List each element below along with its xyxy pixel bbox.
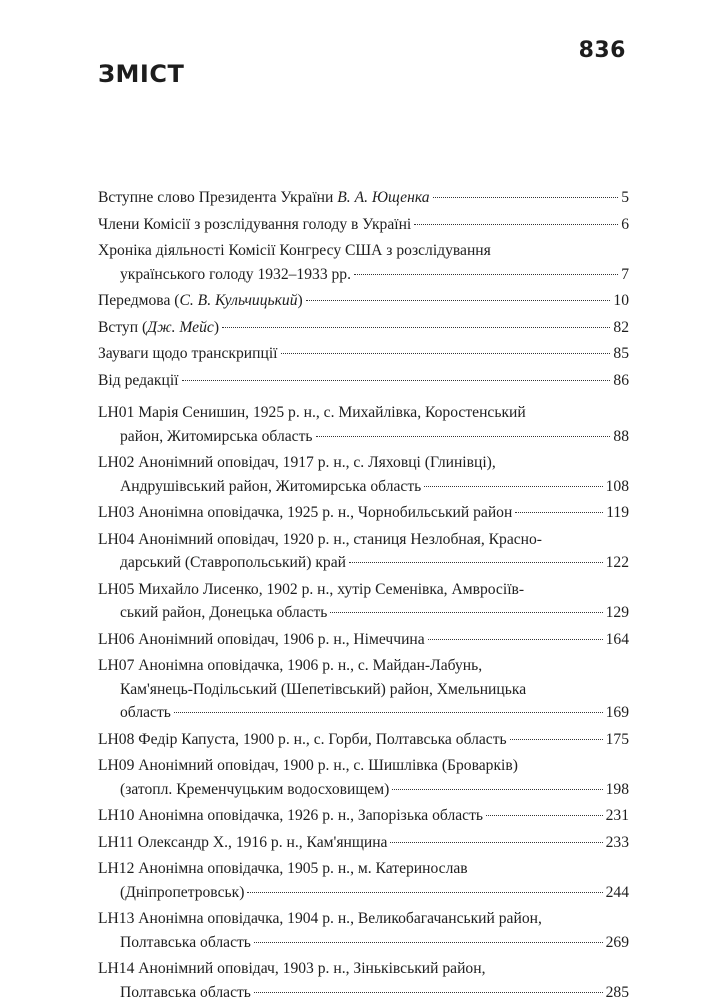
toc-entry-page-number: 7 bbox=[621, 265, 629, 283]
toc-entry bbox=[98, 316, 629, 340]
toc-entry-line: LH14 Анонімний оповідач, 1903 р. н., Зіньківський район, bbox=[98, 960, 486, 977]
toc-entry-final-line bbox=[98, 628, 629, 652]
toc-entry bbox=[98, 957, 629, 1004]
toc-entry-text bbox=[98, 342, 278, 366]
toc-entry-author: Дж. Мейс bbox=[147, 318, 214, 336]
toc-entry bbox=[98, 754, 629, 801]
toc-entry-final-line bbox=[98, 778, 629, 802]
toc-entry-page-number: 269 bbox=[605, 933, 629, 951]
toc-entry-final-line bbox=[98, 475, 629, 499]
toc-entry-final-line bbox=[98, 263, 629, 287]
toc-entry-text bbox=[120, 701, 171, 725]
page-title: ЗМІСТ bbox=[98, 60, 185, 88]
toc-entry-title: LH08 Федір Капуста, 1900 р. н., с. Горби, Полтавська область bbox=[98, 730, 507, 748]
toc-entry-text bbox=[98, 369, 179, 393]
toc-entry-title-end: ) bbox=[213, 318, 220, 336]
dot-leader bbox=[254, 992, 603, 993]
toc-entry-title: Полтавська область bbox=[120, 933, 251, 951]
toc-entry-text bbox=[120, 475, 421, 499]
toc-entry-line: Хроніка діяльності Комісії Конгресу США з розслідування bbox=[98, 242, 491, 259]
toc-entry-final-line bbox=[98, 728, 629, 752]
toc-entry-page-number: 198 bbox=[605, 780, 629, 798]
toc-entry bbox=[98, 528, 629, 575]
toc-entry-title: Зауваги щодо транскрипції bbox=[98, 345, 278, 362]
toc-entry-title: LH10 Анонімна оповідачка, 1926 р. н., Запорізька область bbox=[98, 807, 484, 824]
toc-entry bbox=[98, 654, 629, 725]
toc-entry-title: LH11 Олександр Х., 1916 р. н., Кам'янщина bbox=[98, 833, 388, 851]
toc-entry-final-line bbox=[98, 186, 629, 210]
dot-leader bbox=[424, 486, 602, 487]
toc-testimonies bbox=[98, 401, 629, 1007]
toc-entry-title: район, Житомирська область bbox=[120, 427, 313, 445]
toc-entry-text bbox=[98, 316, 219, 340]
dot-leader bbox=[174, 712, 603, 713]
dot-leader bbox=[316, 436, 611, 437]
toc-entry-title: Вступне слово Президента України bbox=[98, 189, 338, 206]
toc-entry-final-line bbox=[98, 601, 629, 625]
toc-entry-title: Андрушівський район, Житомирська область bbox=[120, 477, 422, 495]
toc-entry-page-number: 129 bbox=[605, 604, 629, 621]
toc-entry bbox=[98, 213, 629, 237]
toc-entry bbox=[98, 186, 629, 210]
toc-entry-line: LH05 Михайло Лисенко, 1902 р. н., хутір Семенівка, Амвросіїв- bbox=[98, 580, 525, 598]
toc-entry-text bbox=[98, 213, 411, 237]
dot-leader bbox=[254, 942, 603, 943]
toc-entry-final-line bbox=[98, 551, 629, 575]
toc-entry-final-line bbox=[98, 931, 629, 955]
dot-leader bbox=[390, 842, 602, 843]
toc-entry-line: LH07 Анонімна оповідачка, 1906 р. н., с. Майдан-Лабунь, bbox=[98, 657, 483, 674]
toc-entry-final-line bbox=[98, 701, 629, 725]
toc-entry-final-line bbox=[98, 213, 629, 237]
toc-entry-title: (затопл. Кременчуцьким водосховищем) bbox=[120, 780, 390, 798]
toc-entry-final-line bbox=[98, 289, 629, 313]
toc-entry-final-line bbox=[98, 425, 629, 449]
toc-entry-line: LH01 Марія Сенишин, 1925 р. н., с. Михайлівка, Коростенський bbox=[98, 404, 526, 421]
toc-entry-page-number: 244 bbox=[605, 883, 629, 901]
dot-leader bbox=[510, 739, 603, 740]
toc-entry-title: Полтавська область bbox=[120, 983, 251, 1001]
dot-leader bbox=[515, 512, 603, 513]
toc-front-matter bbox=[98, 186, 629, 395]
toc-entry-title-end: ) bbox=[297, 292, 303, 309]
toc-entry-page-number: 164 bbox=[605, 630, 629, 648]
toc-entry-text bbox=[120, 981, 251, 1005]
toc-entry-text bbox=[98, 289, 303, 313]
toc-entry-page-number: 122 bbox=[605, 554, 629, 571]
toc-entry bbox=[98, 369, 629, 393]
toc-entry-text bbox=[120, 551, 346, 575]
toc-entry bbox=[98, 728, 629, 752]
toc-entry-text bbox=[98, 186, 430, 210]
toc-entry-page-number: 82 bbox=[613, 318, 629, 336]
dot-leader bbox=[306, 300, 611, 301]
dot-leader bbox=[247, 892, 602, 893]
toc-entry bbox=[98, 804, 629, 828]
toc-entry-text bbox=[120, 425, 313, 449]
toc-entry-final-line bbox=[98, 342, 629, 366]
toc-entry-final-line bbox=[98, 831, 629, 855]
toc-entry-text bbox=[98, 728, 507, 752]
dot-leader bbox=[330, 612, 602, 613]
toc-entry-line: LH13 Анонімна оповідачка, 1904 р. н., Великобагачанський район, bbox=[98, 910, 542, 927]
toc-entry-page-number: 233 bbox=[605, 833, 629, 851]
toc-entry bbox=[98, 289, 629, 313]
toc-entry-text bbox=[120, 931, 251, 955]
dot-leader bbox=[222, 327, 610, 328]
toc-entry-page-number: 6 bbox=[621, 215, 629, 233]
toc-entry bbox=[98, 451, 629, 498]
toc-entry-text bbox=[98, 804, 483, 828]
dot-leader bbox=[182, 380, 611, 381]
toc-entry-title: Вступ ( bbox=[98, 318, 148, 336]
toc-entry bbox=[98, 907, 629, 954]
toc-entry-page-number: 108 bbox=[605, 477, 629, 495]
toc-entry-title: Члени Комісії з розслідування голоду в Україні bbox=[98, 215, 412, 233]
toc-entry-final-line bbox=[98, 804, 629, 828]
toc-entry bbox=[98, 342, 629, 366]
toc-entry-text bbox=[120, 601, 327, 625]
dot-leader bbox=[486, 815, 603, 816]
toc-entry-title: Передмова ( bbox=[98, 292, 180, 309]
toc-entry-text bbox=[120, 263, 351, 287]
toc-entry-line: LH09 Анонімний оповідач, 1900 р. н., с. Шишлівка (Броварків) bbox=[98, 757, 518, 774]
toc-entry-final-line bbox=[98, 369, 629, 393]
dot-leader bbox=[428, 639, 603, 640]
toc-entry bbox=[98, 578, 629, 625]
toc-entry-text bbox=[98, 501, 512, 525]
toc-entry-page-number: 119 bbox=[606, 504, 629, 521]
toc-entry-line: LH04 Анонімний оповідач, 1920 р. н., станиця Незлобная, Красно- bbox=[98, 530, 542, 548]
toc-entry-final-line bbox=[98, 981, 629, 1005]
toc-entry-text bbox=[120, 778, 389, 802]
toc-entry-final-line bbox=[98, 881, 629, 905]
toc-entry bbox=[98, 239, 629, 286]
toc-entry-page-number: 85 bbox=[613, 345, 629, 362]
toc-entry bbox=[98, 501, 629, 525]
toc-entry bbox=[98, 628, 629, 652]
toc-entry-page-number: 10 bbox=[613, 292, 629, 309]
toc-entry-line: LH12 Анонімна оповідачка, 1905 р. н., м. Катеринослав bbox=[98, 860, 468, 877]
dot-leader bbox=[433, 197, 619, 198]
toc-entry-title: дарський (Ставропольський) край bbox=[120, 554, 346, 571]
toc-entry-text bbox=[120, 881, 244, 905]
dot-leader bbox=[349, 562, 603, 563]
toc-entry-final-line bbox=[98, 316, 629, 340]
toc-entry-page-number: 86 bbox=[613, 371, 629, 389]
toc-entry-final-line bbox=[98, 501, 629, 525]
toc-entry-page-number: 88 bbox=[613, 427, 629, 445]
toc-entry-title: LH06 Анонімний оповідач, 1906 р. н., Німеччина bbox=[98, 630, 425, 648]
toc-entry-title: ський район, Донецька область bbox=[120, 604, 328, 621]
toc-entry-title: LH03 Анонімна оповідачка, 1925 р. н., Чорнобильський район bbox=[98, 504, 513, 521]
dot-leader bbox=[354, 274, 618, 275]
dot-leader bbox=[414, 224, 618, 225]
page-number: 836 bbox=[578, 38, 626, 63]
toc-entry-author: В. А. Ющенка bbox=[337, 189, 430, 206]
toc-entry bbox=[98, 401, 629, 448]
toc-entry-title: Від редакції bbox=[98, 371, 179, 389]
toc-entry-line: LH02 Анонімний оповідач, 1917 р. н., с. Ляховці (Глинівці), bbox=[98, 454, 496, 471]
toc-entry-title: (Дніпропетровськ) bbox=[120, 883, 245, 901]
toc-entry-text bbox=[98, 628, 425, 652]
toc-entry bbox=[98, 857, 629, 904]
toc-entry-text bbox=[98, 831, 387, 855]
dot-leader bbox=[392, 789, 602, 790]
toc-entry-title: українського голоду 1932–1933 рр. bbox=[120, 265, 352, 283]
toc-entry-page-number: 231 bbox=[605, 807, 629, 824]
toc-entry-page-number: 169 bbox=[605, 704, 629, 721]
toc-entry-title: область bbox=[120, 704, 171, 721]
toc-entry-page-number: 5 bbox=[621, 189, 629, 206]
toc-entry-line: Кам'янець-Подільський (Шепетівський) район, Хмельницька bbox=[120, 680, 527, 698]
toc-entry-page-number: 175 bbox=[605, 730, 629, 748]
dot-leader bbox=[281, 353, 611, 354]
toc-entry-page-number: 285 bbox=[605, 983, 629, 1001]
toc-entry-author: С. В. Кульчицький bbox=[179, 292, 298, 309]
toc-entry bbox=[98, 831, 629, 855]
